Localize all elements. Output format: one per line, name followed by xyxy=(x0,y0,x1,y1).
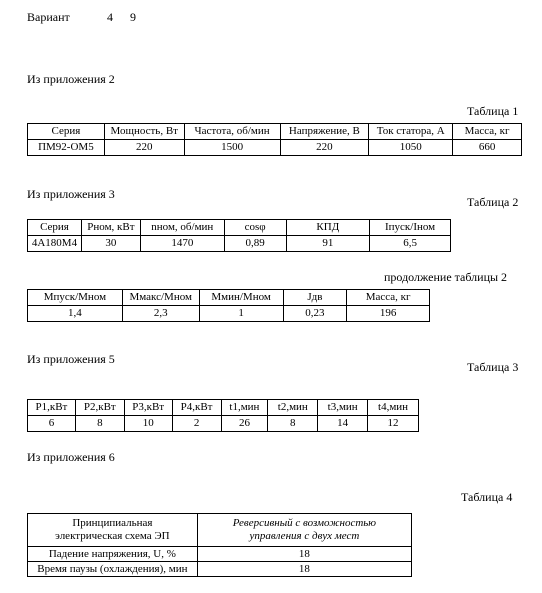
table-cell: 1,4 xyxy=(28,306,123,322)
table-header-row xyxy=(28,400,419,416)
column-header: Mмакс/Mном xyxy=(122,290,199,306)
column-header: Mмин/Mном xyxy=(199,290,283,306)
table-cell: 12 xyxy=(368,416,419,432)
column-header: Частота, об/мин xyxy=(184,124,280,140)
table-row xyxy=(28,547,412,562)
column-header: nном, об/мин xyxy=(140,220,224,236)
column-header: t4,мин xyxy=(368,400,419,416)
table-cell: 30 xyxy=(81,236,140,252)
table-cell: 6 xyxy=(28,416,76,432)
column-header: Iпуск/Iном xyxy=(370,220,451,236)
table-header-row xyxy=(28,290,430,306)
table-header-row xyxy=(28,514,412,547)
row-value: 18 xyxy=(197,547,411,562)
variant-label: Вариант xyxy=(27,10,70,24)
column-header: Серия xyxy=(28,220,82,236)
table-row xyxy=(28,306,430,322)
table-cell: 1050 xyxy=(369,140,453,156)
table-header-row xyxy=(28,220,451,236)
table-cell: 10 xyxy=(124,416,172,432)
table-2 xyxy=(27,219,451,252)
row-value xyxy=(197,514,411,547)
column-header: Напряжение, В xyxy=(280,124,369,140)
table-row xyxy=(28,140,522,156)
variant-number-1: 4 xyxy=(107,10,113,24)
column-header: Масса, кг xyxy=(347,290,430,306)
table-cell: 1470 xyxy=(140,236,224,252)
variant-number-2: 9 xyxy=(130,10,136,24)
table-1 xyxy=(27,123,522,156)
row-value-line: Реверсивный с возможностью xyxy=(232,517,377,529)
table-2-continued xyxy=(27,289,430,322)
table-row xyxy=(28,236,451,252)
table-cell: 8 xyxy=(268,416,318,432)
table-cell: 6,5 xyxy=(370,236,451,252)
table-cell: ПМ92-ОМ5 xyxy=(28,140,105,156)
section-title-app2: Из приложения 2 xyxy=(27,72,115,86)
section-title-app5: Из приложения 5 xyxy=(27,352,115,366)
column-header: Ток статора, А xyxy=(369,124,453,140)
row-label: Падение напряжения, U, % xyxy=(28,547,198,562)
table-cell: 220 xyxy=(104,140,184,156)
column-header: P3,кВт xyxy=(124,400,172,416)
column-header: P2,кВт xyxy=(75,400,124,416)
table-3 xyxy=(27,399,419,432)
section-title-app6: Из приложения 6 xyxy=(27,450,115,464)
table-row xyxy=(28,416,419,432)
row-label-line: Принципиальная xyxy=(72,517,153,529)
table-cell: 14 xyxy=(318,416,368,432)
row-label: Время паузы (охлаждения), мин xyxy=(28,562,198,577)
table1-caption: Таблица 1 xyxy=(467,104,519,118)
table-cell: 8 xyxy=(75,416,124,432)
row-label-line: электрическая схема ЭП xyxy=(55,530,170,542)
section-title-app3: Из приложения 3 xyxy=(27,187,115,201)
table-header-row xyxy=(28,124,522,140)
table-cell: 0,89 xyxy=(224,236,286,252)
column-header: Mпуск/Mном xyxy=(28,290,123,306)
column-header: Серия xyxy=(28,124,105,140)
table3-caption: Таблица 3 xyxy=(467,360,519,374)
row-value: 18 xyxy=(197,562,411,577)
table-cell: 2,3 xyxy=(122,306,199,322)
column-header: Jдв xyxy=(283,290,347,306)
table-cell: 4А180М4 xyxy=(28,236,82,252)
row-label xyxy=(28,514,198,547)
table-4 xyxy=(27,513,412,577)
table-row xyxy=(28,562,412,577)
table-cell: 660 xyxy=(453,140,522,156)
table-cell: 196 xyxy=(347,306,430,322)
column-header: t3,мин xyxy=(318,400,368,416)
column-header: Pном, кВт xyxy=(81,220,140,236)
table4-caption: Таблица 4 xyxy=(461,490,513,504)
column-header: cosφ xyxy=(224,220,286,236)
row-value-line: управления с двух мест xyxy=(249,530,360,542)
table2-caption: Таблица 2 xyxy=(467,195,519,209)
column-header: t1,мин xyxy=(221,400,268,416)
column-header: t2,мин xyxy=(268,400,318,416)
table-cell: 1500 xyxy=(184,140,280,156)
column-header: P4,кВт xyxy=(172,400,221,416)
column-header: Мощность, Вт xyxy=(104,124,184,140)
table2-continuation-caption: продолжение таблицы 2 xyxy=(384,270,508,284)
table-cell: 0,23 xyxy=(283,306,347,322)
table-cell: 220 xyxy=(280,140,369,156)
table-cell: 26 xyxy=(221,416,268,432)
table-cell: 91 xyxy=(286,236,370,252)
column-header: Масса, кг xyxy=(453,124,522,140)
table-cell: 1 xyxy=(199,306,283,322)
table-cell: 2 xyxy=(172,416,221,432)
column-header: КПД xyxy=(286,220,370,236)
column-header: P1,кВт xyxy=(28,400,76,416)
